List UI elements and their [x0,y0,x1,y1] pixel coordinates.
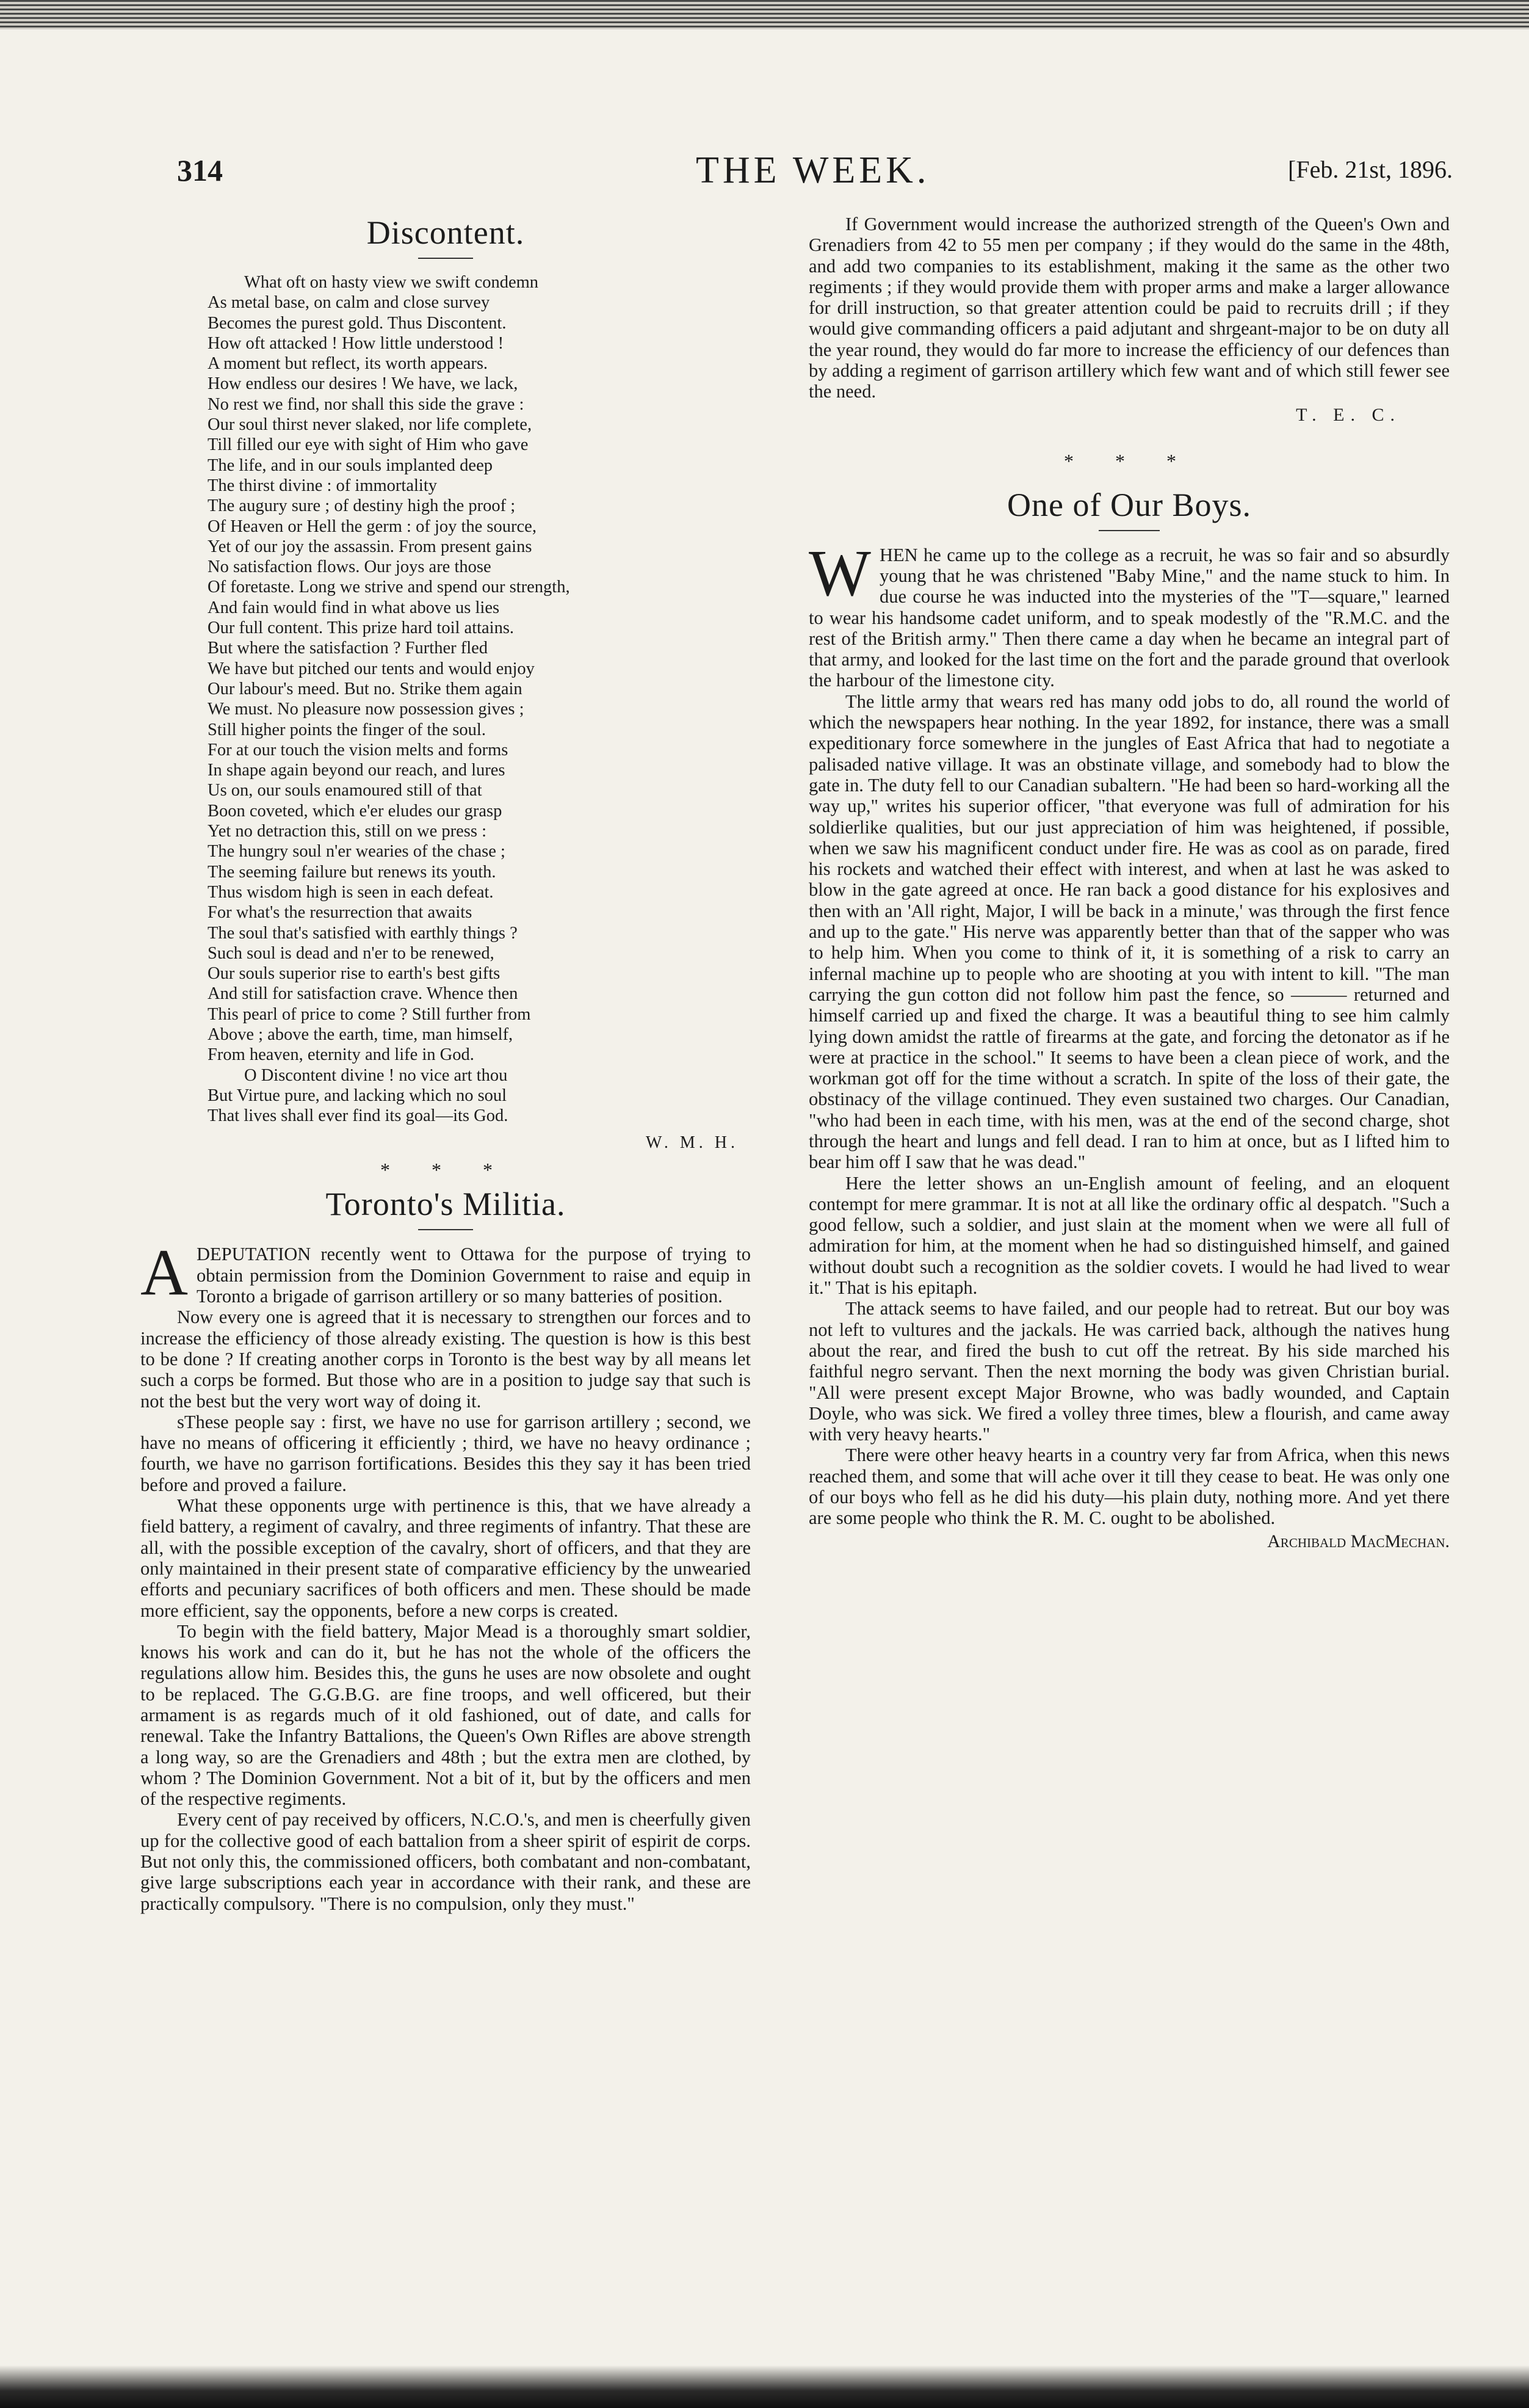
poem-title: Discontent. [366,214,525,251]
poem-line: The augury sure ; of destiny high the proof ; [208,496,516,516]
poem-line: The thirst divine : of immortality [208,476,437,495]
poem-line: Our souls superior rise to earth's best gifts [208,964,501,984]
poem-line: The hungry soul n'er wearies of the chase ; [208,842,505,861]
paragraph-text: DEPUTATION recently went to Ottawa for the purpose of trying to obtain permission from the Dominion Government to raise and equip in Toronto a brigade of garrison artillery or so many batteries of position. [197,1244,751,1307]
poem-line: For at our touch the vision melts and forms [208,740,508,760]
page-number: 314 [177,153,223,187]
article-title-boys: One of Our Boys. [1007,486,1251,523]
drop-cap: A [140,1236,188,1310]
poem-line: We must. No pleasure now possession gives ; [208,700,524,719]
poem-line: O Discontent divine ! no vice art thou [244,1065,508,1085]
poem-line: The life, and in our souls implanted deep [208,455,493,475]
poem-line: From heaven, eternity and life in God. [208,1045,474,1065]
poem-line: Above ; above the earth, time, man himself, [208,1024,513,1044]
section-separator: * * * [1064,449,1195,472]
article-title-militia: Toronto's Militia. [325,1186,566,1223]
poem-line: As metal base, on calm and close survey [208,293,490,313]
article-boys [809,537,1450,1529]
poem-line: Boon coveted, which e'er eludes our grasp [208,801,502,821]
poem-line: No satisfaction flows. Our joys are those [208,557,491,577]
paragraph: sThese people say : first, we have no use for garrison artillery ; second, we have no means of officering it efficiently ; third, we have no heavy ordinance ; fourth, we have no garrison fortifications. Besides this they say it has been tried before and proved a failure. [140,1411,751,1495]
poem-line: Of foretaste. Long we strive and spend our strength, [208,578,570,597]
poem-line: But where the satisfaction ? Further fled [208,639,488,658]
section-separator: * * * [380,1159,511,1181]
title-rule [1099,530,1160,531]
poem-line: Of Heaven or Hell the germ : of joy the source, [208,517,537,536]
article-signature-tec: T. E. C. [1296,404,1401,425]
poem-line: The seeming failure but renews its youth. [208,862,496,882]
scan-bottom-edge [0,2365,1529,2408]
paragraph-text: HEN he came up to the college as a recruit, he was so fair and so absurdly young that he was christened "Baby Mine," and the name stuck to him. In due course he was inducted into the mysteries of the "T—square," learned to wear his handsome cadet uniform, and to speak modestly of the "R.M.C. and the rest of the British army." Then there came a day when he became an integral part of that army, and looked for the last time on the fort and the parade ground that overlook the harbour of the limestone city. [809,544,1450,691]
poem-line: What oft on hasty view we swift condemn [244,273,539,292]
article-signature-macmechan: Archibald MacMechan. [1267,1531,1450,1551]
poem-line: How oft attacked ! How little understood ! [208,333,504,353]
poem-line: And still for satisfaction crave. Whence then [208,984,518,1004]
left-column [140,214,751,1914]
issue-date: [Feb. 21st, 1896. [1288,156,1453,183]
poem-line: Still higher points the finger of the soul. [208,720,486,739]
poem-line: Such soul is dead and n'er to be renewed, [208,943,494,963]
paragraph: Every cent of pay received by officers, N.C.O.'s, and men is cheerfully given up for the collective good of each battalion from a sheer spirit of espirit de corps. But not only this, the commissioned officers, both combatant and non-combatant, give large subscriptions each year in accordance with their rank, and these are practically compulsory. "There is no compulsion, only they must." [140,1809,751,1914]
poem-line: And fain would find in what above us lies [208,598,500,617]
paragraph [140,1236,751,1310]
poem-line: Thus wisdom high is seen in each defeat. [208,882,494,902]
poem-line: In shape again beyond our reach, and lures [208,761,505,780]
page-header [177,150,1465,201]
poem-line: Our soul thirst never slaked, nor life complete, [208,415,532,435]
poem-line: No rest we find, nor shall this side the grave : [208,394,524,414]
paragraph: To begin with the field battery, Major Mead is a thoroughly smart soldier, knows his work and can do it, but he has not the whole of the officers the regulations allow him. Besides this, the guns he uses are now obsolete and ought to be replaced. The G.G.B.G. are fine troops, and well officered, but their armament is as regards much of it old fashioned, out of date, and calls for renewal. Take the Infantry Battalions, the Queen's Own Rifles are above strength a long way, so are the Grenadiers and 48th ; but the extra men are clothed, by whom ? The Dominion Government. Not a bit of it, but by the officers and men of the respective regiments. [140,1620,751,1810]
poem-line: Us on, our souls enamoured still of that [208,781,482,800]
poem-line: Till filled our eye with sight of Him who gave [208,435,529,455]
paragraph: The little army that wears red has many odd jobs to do, all round the world of which the newspapers hear nothing. In the year 1892, for instance, there was a small expeditionary force somewhere in the jungles of East Africa that had to negotiate a palisaded native village. It was an obstinate village, and somebody had to blow the gate in. The duty fell to our Canadian subaltern. "He had been so hard-working all the way up," writes his superior officer, "that everyone was full of admiration for his soldierlike qualities, but our just appreciation of him was heightened, if possible, when we saw his magnificent conduct under fire. He was as cool as on parade, fired his rockets and watched their effect with interest, and when at last he was asked to blow in the gate agreed at once. He ran back a good distance for his explosives and then with an 'All right, Major, I will be back in a minute,' was through the first fence and up to the gate." His nerve was apparently better than that of the sapper who was to help him. When you come to think of it, it is something of a risk to carry an infernal machine up to people who are shooting at you with intent to kill. "The man carrying the gun cotton did not follow him past the fence, so ——— returned and himself carried up and fixed the charge. It was a beautiful thing to see him calmly lying down amidst the rattle of firearms at the gate, and forcing the detonator as if he were at practice in the school." It seems to have been a clean piece of work, and the workman got off for the time without a scratch. In spite of the loss of their gate, the obstinacy of the village continued. They even sustained two charges. Our Canadian, "who had been in each time, with his men, was at the end of the second charge, shot through the heart and lungs and fell dead. I ran to him at once, but as I lifted him to bear him off I saw that he was dead." [809,691,1450,1173]
poem-line: For what's the resurrection that awaits [208,903,472,923]
poem-line: Yet of our joy the assassin. From present gains [208,537,532,556]
masthead: THE WEEK. [696,150,930,191]
paragraph: Here the letter shows an un-English amount of feeling, and an eloquent contempt for mere grammar. It is not at all like the ordinary offic al despatch. "Such a good fellow, such a soldier, and just slain at the moment when we were all full of admiration for him, at the moment when he had so distinguished himself, and gained without doubt such a recognition as the soldier covets. I would he had lived to wear it." That is his epitaph. [809,1172,1450,1299]
poem-line: That lives shall ever find its goal—its God. [208,1106,508,1126]
poem-line: We have but pitched our tents and would enjoy [208,659,535,678]
poem-line: Our labour's meed. But no. Strike them again [208,679,522,698]
poem-line: How endless our desires ! We have, we lack, [208,374,518,394]
title-rule [418,1229,473,1230]
poem-signature: W. M. H. [646,1133,739,1153]
poem-line: This pearl of price to come ? Still further from [208,1004,531,1024]
poem-line: Becomes the purest gold. Thus Discontent. [208,313,507,333]
paragraph: There were other heavy hearts in a country very far from Africa, when this news reached them, and some that will ache over it till they cease to beat. He was only one of our boys who fell as he did his duty—his plain duty, nothing more. And yet there are some people who think the R. M. C. ought to be abolished. [809,1445,1450,1529]
article-militia [140,1236,751,1914]
poem-discontent [140,272,751,1126]
poem-line: Yet no detraction this, still on we press : [208,822,487,841]
poem-line: But Virtue pure, and lacking which no soul [208,1086,507,1105]
poem-line: A moment but reflect, its worth appears. [208,354,488,374]
poem-line: Our full content. This prize hard toil attains. [208,618,515,638]
title-rule [418,258,473,259]
paragraph: If Government would increase the authorized strength of the Queen's Own and Grenadiers from 42 to 55 men per company ; if they would do the same in the 48th, and add two companies to its establishment, making it the same as the other two regiments ; if they would provide them with proper arms and make a larger allowance for drill instruction, so that greater attention could be paid to recruits drill ; if they would give commanding officers a paid adjutant and shrgeant-major to be on duty all the year round, they would do far more to increase the efficiency of our defences than by adding a regiment of garrison artillery which few want and of which still fewer see the need. [809,214,1450,402]
scan-top-edge [0,0,1529,29]
paragraph: What these opponents urge with pertinence is this, that we have already a field battery, a regiment of cavalry, and three regiments of infantry. That these are all, with the possible exception of the cavalry, short of officers, and that they are only maintained in their present state of comparative efficiency by the unwearied efforts and pecuniary sacrifices of both officers and men. These should be made more efficient, say the opponents, before a new corps is created. [140,1495,751,1621]
drop-cap: W [809,537,871,610]
poem-line: The soul that's satisfied with earthly things ? [208,923,518,943]
paragraph: Now every one is agreed that it is necessary to strengthen our forces and to increase the efficiency of those already existing. The question is how is this best to be done ? If creating another corps in Toronto is the best way by all means let such a corps be formed. But those who are in a position to judge say that such is not the best but the very wort way of doing it. [140,1307,751,1412]
right-column [809,214,1450,1552]
paragraph [809,537,1450,691]
paragraph: The attack seems to have failed, and our people had to retreat. But our boy was not left to vultures and the jackals. He was carried back, although the natives hung about the rear, and fired the bush to cut off the retreat. By his side marched his faithful negro servant. Then the next morning the body was given Christian burial. "All were present except Major Browne, who was badly wounded, and Captain Doyle, who was sick. We fired a volley three times, blew a flourish, and came away with very heavy hearts." [809,1298,1450,1445]
article-militia-continued [809,214,1450,402]
